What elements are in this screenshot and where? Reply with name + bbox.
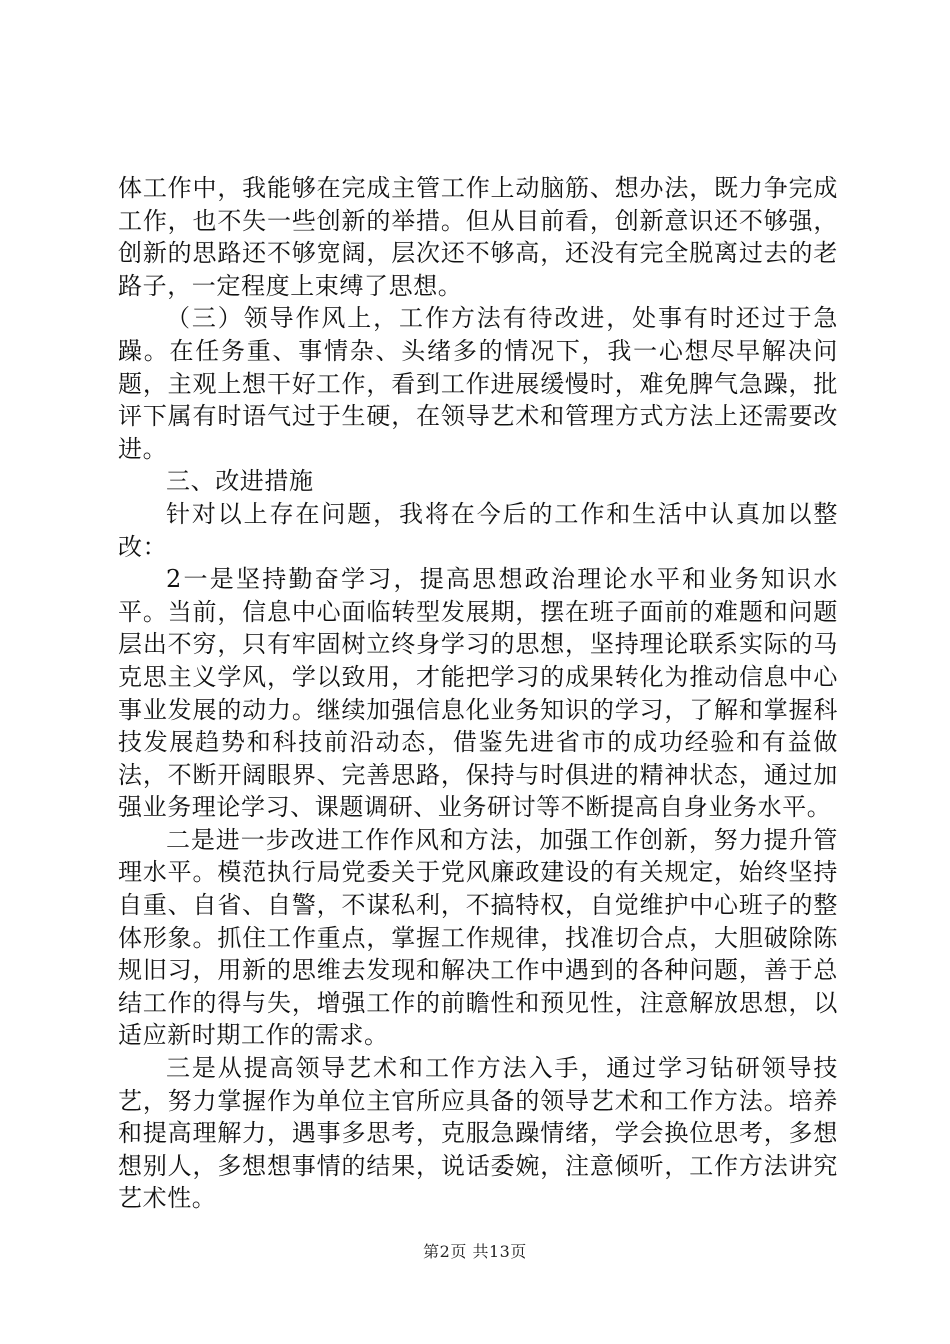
- paragraph-leadership-style: （三）领导作风上，工作方法有待改进，处事有时还过于急躁。在任务重、事情杂、头绪多的情况下，我一心想尽早解决问题，主观上想干好工作，看到工作进展缓慢时，难免脾气急躁，批评下属有时语气过于生硬，在领导艺术和管理方式方法上还需要改进。: [118, 304, 838, 463]
- paragraph-measure-work-style: 二是进一步改进工作作风和方法，加强工作创新，努力提升管理水平。模范执行局党委关于党风廉政建设的有关规定，始终坚持自重、自省、自警，不谋私利，不搞特权，自觉维护中心班子的整体形象。抓住工作重点，掌握工作规律，找准切合点，大胆破除陈规旧习，用新的思维去发现和解决工作中遇到的各种问题，善于总结工作的得与失，增强工作的前瞻性和预见性，注意解放思想，以适应新时期工作的需求。: [118, 825, 838, 1050]
- paragraph-measure-study: 2一是坚持勤奋学习，提高思想政治理论水平和业务知识水平。当前，信息中心面临转型发展期，摆在班子面前的难题和问题层出不穷，只有牢固树立终身学习的思想，坚持理论联系实际的马克思主义学风，学以致用，才能把学习的成果转化为推动信息中心事业发展的动力。继续加强信息化业务知识的学习，了解和掌握科技发展趋势和科技前沿动态，借鉴先进省市的成功经验和有益做法，不断开阔眼界、完善思路，保持与时俱进的精神状态，通过加强业务理论学习、课题调研、业务研讨等不断提高自身业务水平。: [118, 565, 838, 822]
- paragraph-measure-leadership: 三是从提高领导艺术和工作方法入手，通过学习钻研领导技艺，努力掌握作为单位主官所应具备的领导艺术和工作方法。培养和提高理解力，遇事多思考，克服急躁情绪，学会换位思考，多想想别人，多想想事情的结果，说话委婉，注意倾听，工作方法讲究艺术性。: [118, 1054, 838, 1213]
- page-number-footer: 第2页 共13页: [423, 1242, 527, 1261]
- section-heading-improvement: 三、改进措施: [166, 467, 314, 496]
- document-body: [118, 172, 838, 1215]
- paragraph-rectification-intro: 针对以上存在问题，我将在今后的工作和生活中认真加以整改：: [118, 499, 838, 561]
- paragraph-work-innovation: 体工作中，我能够在完成主管工作上动脑筋、想办法，既力争完成工作，也不失一些创新的举措。但从目前看，创新意识还不够强，创新的思路还不够宽阔，层次还不够高，还没有完全脱离过去的老路子，一定程度上束缚了思想。: [118, 174, 838, 300]
